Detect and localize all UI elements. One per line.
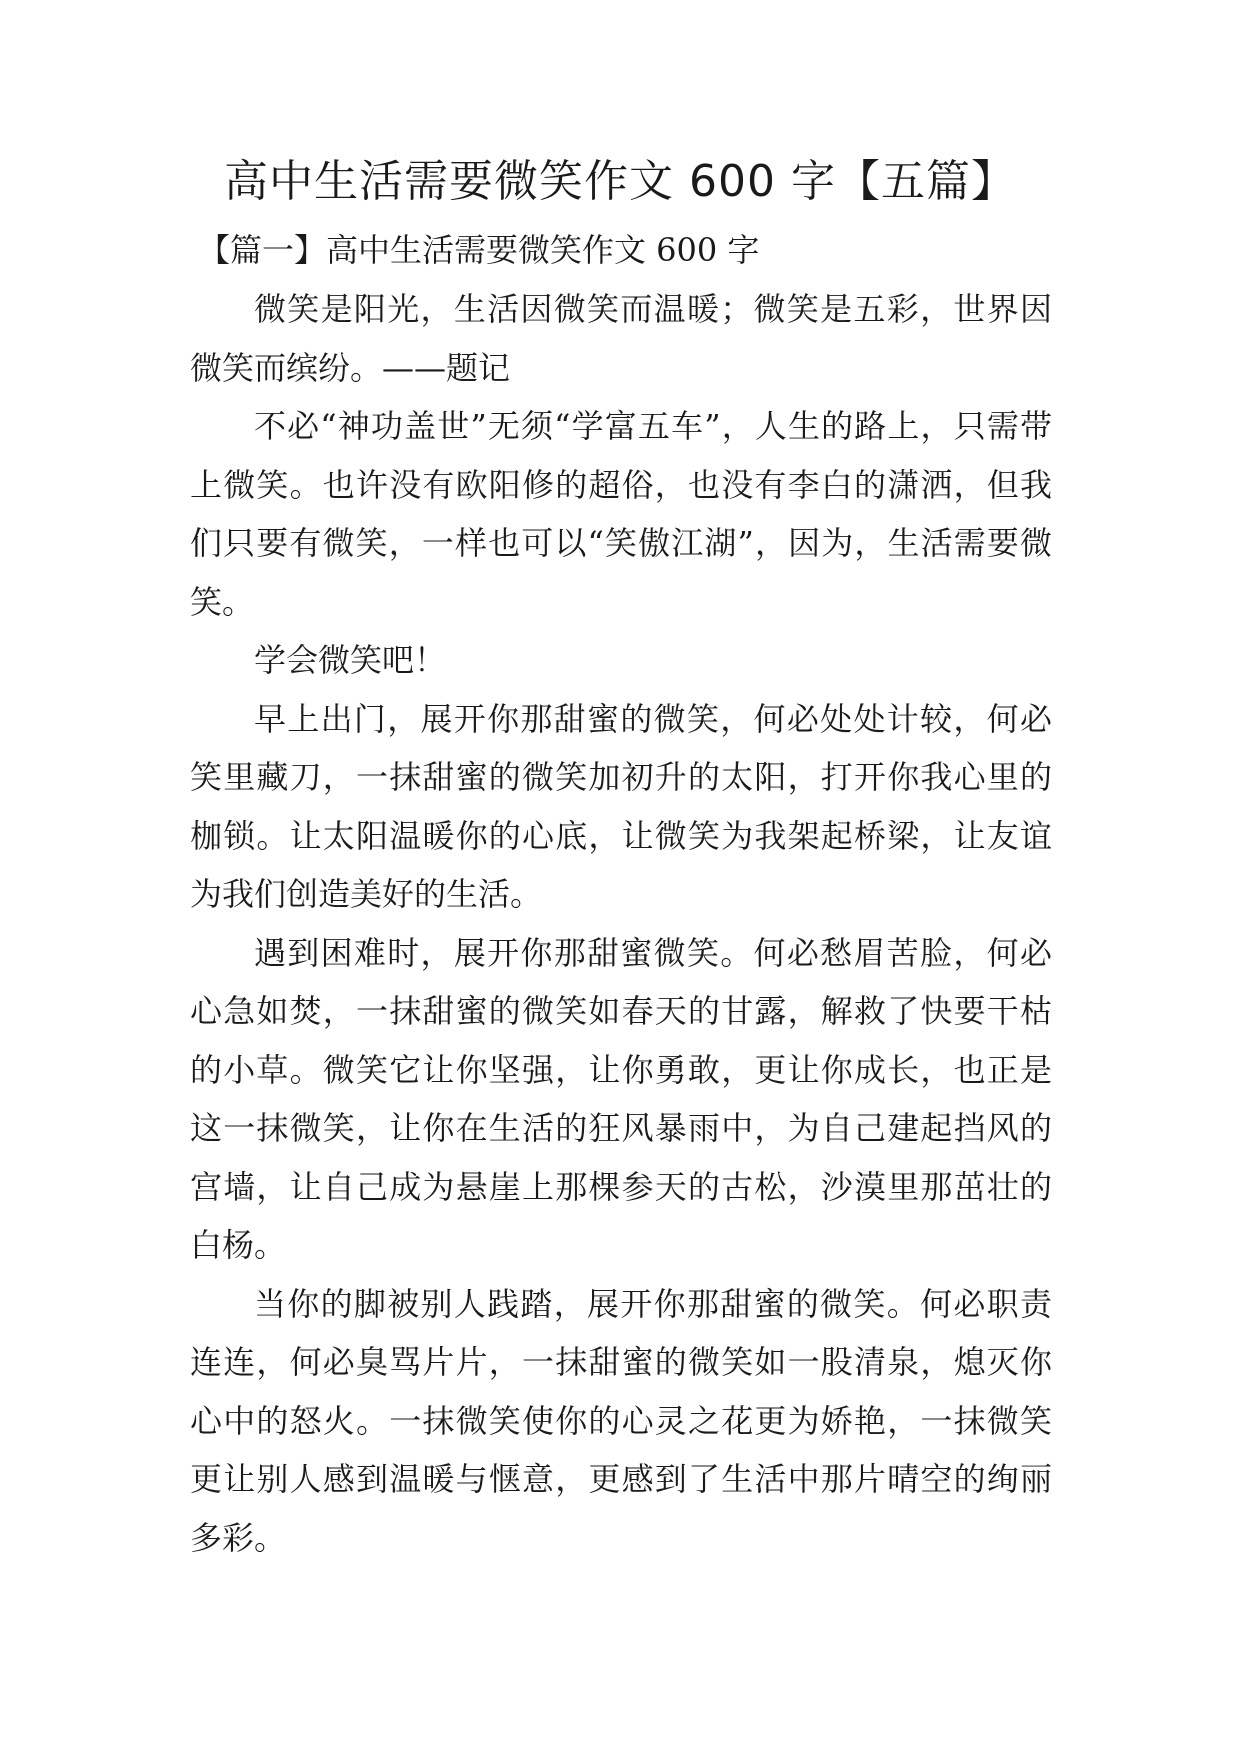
document-title: 高中生活需要微笑作文 600 字【五篇】 (224, 156, 1016, 207)
paragraph-morning: 早上出门，展开你那甜蜜的微笑，何必处处计较，何必笑里藏刀，一抹甜蜜的微笑加初升的太阳，打开你我心里的枷锁。让太阳温暖你的心底，让微笑为我架起桥梁，让友谊为我们创造美好的生活。 (190, 699, 1052, 913)
paragraph-difficulty: 遇到困难时，展开你那甜蜜微笑。何必愁眉苦脸，何必心急如焚，一抹甜蜜的微笑如春天的甘露，解救了快要干枯的小草。微笑它让你坚强，让你勇敢，更让你成长，也正是这一抹微笑，让你在生活的狂风暴雨中，为自己建起挡风的宫墙，让自己成为悬崖上那棵参天的古松，沙漠里那茁壮的白杨。 (190, 933, 1052, 1264)
paragraph-intro: 不必“神功盖世”无须“学富五车”，人生的路上，只需带上微笑。也许没有欧阳修的超俗，也没有李白的潇洒，但我们只要有微笑，一样也可以“笑傲江湖”，因为，生活需要微笑。 (190, 407, 1052, 621)
paragraph-exclamation: 学会微笑吧！ (254, 641, 447, 679)
paragraph-trampled: 当你的脚被别人践踏，展开你那甜蜜的微笑。何必职责连连，何必臭骂片片，一抹甜蜜的微笑如一股清泉，熄灭你心中的怒火。一抹微笑使你的心灵之花更为娇艳，一抹微笑更让别人感到温暖与惬意，更感到了生活中那片晴空的绚丽多彩。 (190, 1284, 1052, 1557)
paragraph-epigraph: 微笑是阳光，生活因微笑而温暖；微笑是五彩，世界因微笑而缤纷。——题记 (190, 290, 1052, 387)
section-heading: 【篇一】高中生活需要微笑作文 600 字 (198, 231, 760, 269)
document-body (190, 280, 1052, 1567)
